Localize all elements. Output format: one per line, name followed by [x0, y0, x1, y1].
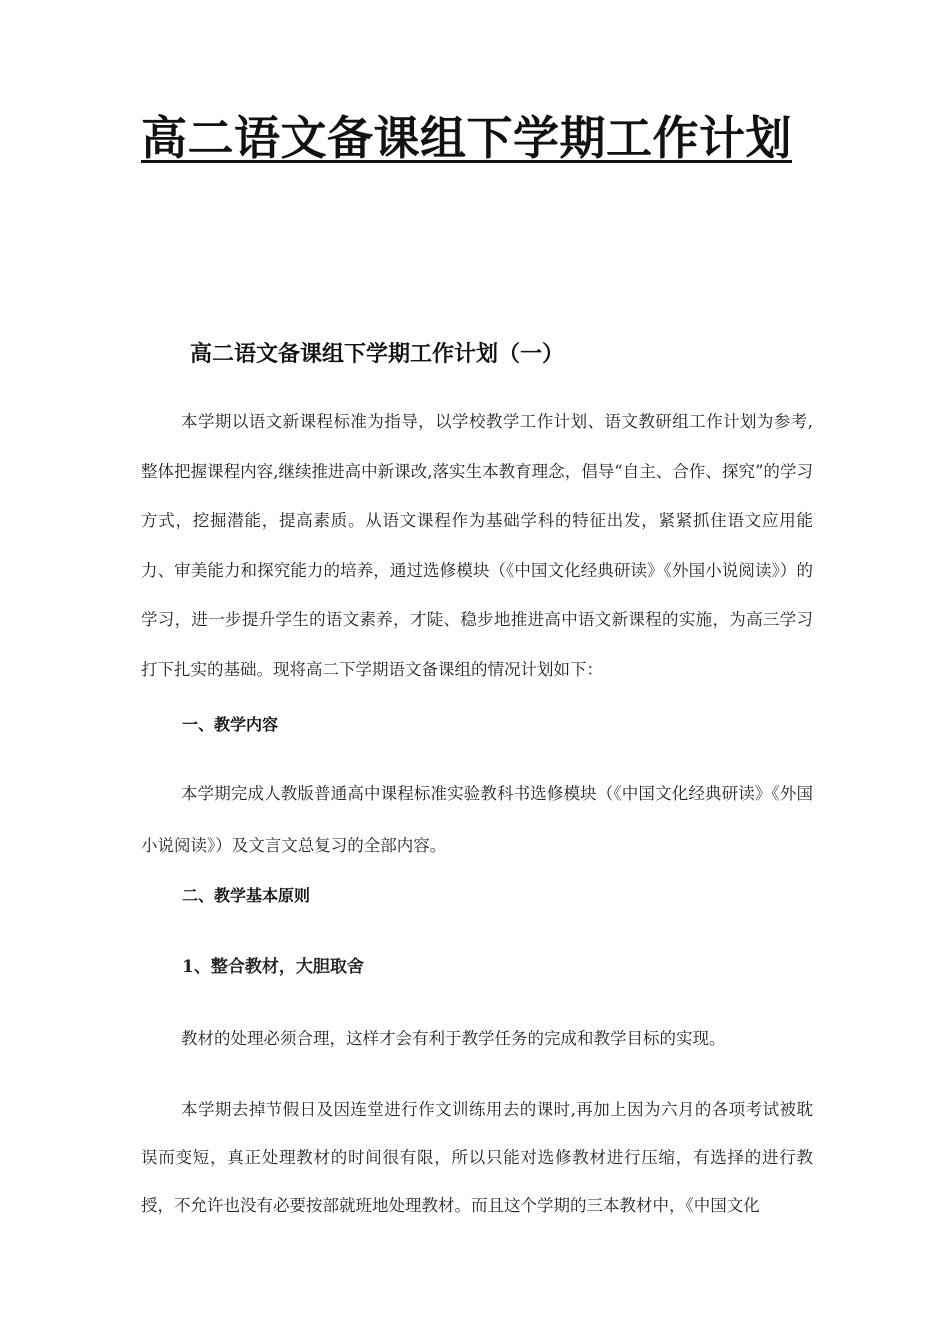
heading-teaching-principles: 二、教学基本原则	[182, 886, 311, 905]
content-paragraph: 本学期完成人教版普通高中课程标准实验教科书选修模块（《中国文化经典研读》《外国小说阅读》）及文言文总复习的全部内容。	[141, 784, 813, 855]
intro-paragraph: 本学期以语文新课程标准为指导，以学校教学工作计划、语文教研组工作计划为参考,整体把握课程内容,继续推进高中新课改,落实生本教育理念，倡导“自主、合作、探究”的学习方式，挖掘潜能，提高素质。从语文课程作为基础学科的特征出发，紧紧抓住语文应用能力、审美能力和探究能力的培养，通过选修模块（《中国文化经典研读》《外国小说阅读》）的学习，进一步提升学生的语文素养，才陡、稳步地推进高中语文新课程的实施，为高三学习打下扎实的基础。现将高二下学期语文备课组的情况计划如下：	[141, 412, 813, 679]
detail-paragraph: 本学期去掉节假日及因连堂进行作文训练用去的课时,再加上因为六月的各项考试被耽误而变短，真正处理教材的时间很有限，所以只能对选修教材进行压缩，有选择的进行教授，不允许也没有必要按部就班地处理教材。而且这个学期的三本教材中，《中国文化	[141, 1100, 813, 1215]
heading-teaching-content: 一、教学内容	[182, 715, 279, 734]
section-title: 高二语文备课组下学期工作计划（一）	[190, 342, 565, 367]
principle-paragraph: 教材的处理必须合理，这样才会有利于教学任务的完成和教学目标的实现。	[181, 1029, 726, 1048]
subheading-integrate-materials: 1、整合教材，大胆取舍	[182, 957, 364, 977]
document-title: 高二语文备课组下学期工作计划	[141, 111, 792, 165]
